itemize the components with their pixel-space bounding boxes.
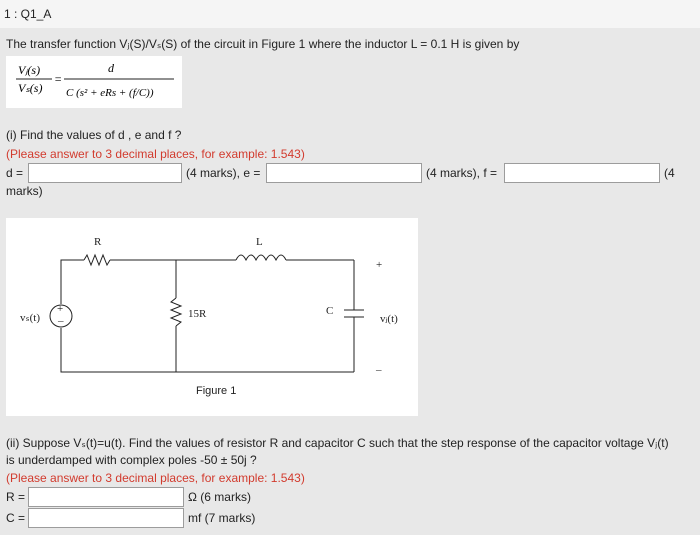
r-label: R = — [6, 490, 26, 504]
label-vs: vₛ(t) — [20, 312, 40, 324]
d-label: d = — [6, 166, 24, 180]
d-input[interactable] — [28, 163, 182, 183]
e-input[interactable] — [266, 163, 422, 183]
f-marks-label-a: (4 — [664, 166, 675, 180]
f-input[interactable] — [504, 163, 660, 183]
r-unit-label: Ω (6 marks) — [188, 490, 251, 504]
formula-rhs-denominator: C (s² + eRs + (f/C)) — [66, 87, 154, 99]
resistor-15r — [171, 298, 181, 326]
d-marks-label: (4 marks), e = — [186, 166, 261, 180]
figure-caption: Figure 1 — [196, 385, 237, 397]
source-plus-sign: + — [57, 303, 64, 315]
formula-lhs-numerator: Vⱼ(s) — [18, 63, 41, 77]
part-ii-question-line1: (ii) Suppose Vₛ(t)=u(t). Find the values of resistor R and capacitor C such that the step response of the capacitor voltage Vⱼ(t) — [6, 436, 669, 450]
source-minus-sign: – — [58, 315, 64, 327]
c-label: C = — [6, 511, 26, 525]
resistor-r — [84, 255, 110, 265]
c-unit-label: mf (7 marks) — [188, 511, 256, 525]
vc-plus-sign: + — [376, 259, 383, 271]
label-c: C — [326, 305, 334, 317]
wire-source-top — [61, 260, 84, 304]
label-r: R — [94, 236, 102, 248]
intro-text: The transfer function Vⱼ(S)/Vₛ(S) of the circuit in Figure 1 where the inductor L = 0.1 H is given by — [6, 37, 520, 51]
part-ii-instruction: (Please answer to 3 decimal places, for example: 1.543) — [6, 471, 305, 485]
question-title: 1 : Q1_A — [4, 7, 52, 21]
wire-bottom — [61, 328, 354, 372]
part-i-question: (i) Find the values of d , e and f ? — [6, 128, 182, 142]
inductor-l — [236, 255, 286, 260]
r-input[interactable] — [28, 487, 184, 507]
f-marks-label-b: marks) — [6, 184, 43, 198]
formula-equals: = — [54, 72, 63, 86]
circuit-figure — [6, 218, 418, 416]
label-vc: vⱼ(t) — [380, 313, 398, 325]
formula-lhs-denominator: Vₛ(s) — [18, 81, 43, 95]
c-input[interactable] — [28, 508, 184, 528]
e-marks-label: (4 marks), f = — [426, 166, 498, 180]
transfer-function-formula — [6, 56, 182, 108]
label-15r: 15R — [188, 308, 207, 320]
formula-rhs-numerator: d — [108, 61, 114, 75]
question-header — [0, 0, 700, 28]
label-l: L — [256, 236, 263, 248]
part-i-instruction: (Please answer to 3 decimal places, for example: 1.543) — [6, 147, 305, 161]
part-ii-question-line2: is underdamped with complex poles -50 ± 50j ? — [6, 453, 257, 467]
vc-minus-sign: – — [376, 364, 382, 376]
